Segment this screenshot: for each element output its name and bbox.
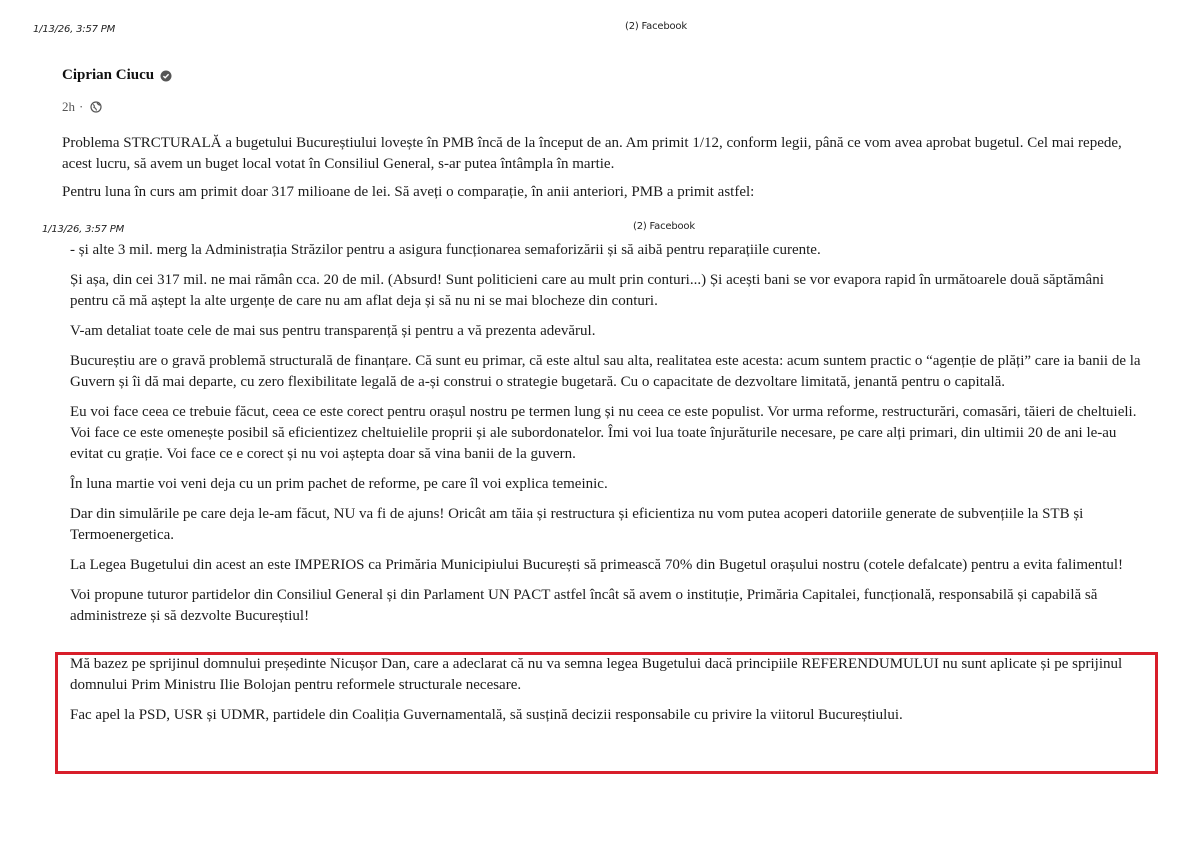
post-author[interactable] xyxy=(62,67,172,84)
post-paragraph: Pentru luna în curs am primit doar 317 milioane de lei. Să aveți o comparație, în anii anteriori, PMB a primit astfel: xyxy=(62,184,755,200)
globe-icon xyxy=(90,101,102,113)
post-paragraph: Voi propune tuturor partidelor din Consiliul General și din Parlament UN PACT astfel încât să avem o instituție, Primăria Capitalei, funcțională, responsabilă și capabilă să administreze și să dezvolte Bucureștiul! xyxy=(70,587,1098,624)
print-header-date: 1/13/26, 3:57 PM xyxy=(42,224,125,235)
post-paragraph: În luna martie voi veni deja cu un prim pachet de reforme, pe care îl voi explica temeinic. xyxy=(70,476,608,492)
highlighted-text xyxy=(70,654,1145,735)
verified-badge-icon xyxy=(160,70,172,82)
post-paragraph: Mă bazez pe sprijinul domnului președinte Nicușor Dan, care a adeclarat că nu va semna legea Bugetului dacă principiile REFERENDUMULUI nu sunt aplicate și pe sprijinul domnului Prim Ministru Ilie Bolojan pentru reformele structurale necesare. xyxy=(70,656,1123,693)
post-paragraph: La Legea Bugetului din acest an este IMPERIOS ca Primăria Municipiului București să primească 70% din Bugetul orașului nostru (cotele defalcate) pentru a evita falimentul! xyxy=(70,557,1124,573)
post-paragraph: Bucureștiu are o gravă problemă structurală de finanțare. Că sunt eu primar, că este altul sau alta, realitatea este acesta: acum suntem practic o “agenție de plăți” care ia banii de la Guvern și îi dă mai departe, cu zero flexibilitate legală de a-și construi o strategie bugetară. Cu o capacitate de dezvoltare limitată, jenantă pentru o capitală. xyxy=(70,353,1141,390)
post-paragraph: - și alte 3 mil. merg la Administrația Străzilor pentru a asigura funcționarea semaforizării și să aibă pentru reparațiile curente. xyxy=(70,242,821,258)
post-time[interactable]: 2h xyxy=(62,99,75,114)
post-paragraph: Problema STRCTURALĂ a bugetului Bucureștiului lovește în PMB încă de la început de an. Am primit 1/12, conform legii, până ce vom avea aprobat bugetul. Cel mai repede, acest lucru, să avem un buget local votat în Consiliul General, s-ar putea întâmpla în martie. xyxy=(62,135,1122,172)
post-paragraph: V-am detaliat toate cele de mai sus pentru transparență și pentru a vă prezenta adevărul. xyxy=(70,323,596,339)
post-meta xyxy=(62,99,102,115)
post-paragraph: Dar din simulările pe care deja le-am făcut, NU va fi de ajuns! Oricât am tăia și restructura și eficientiza nu vom putea acoperi datoriile generate de subvențiile la STB și Termoenergetica. xyxy=(70,506,1084,543)
post-body-continued xyxy=(70,240,1145,636)
post-paragraph: Eu voi face ceea ce trebuie făcut, ceea ce este corect pentru orașul nostru pe termen lung și nu ceea ce este populist. Vor urma reforme, restructurări, comasări, tăieri de cheltuieli. Voi face ce este omenește posibil să eficientizez cheltuielile proprii și ale subordonatelor. Îmi voi lua toate înjurăturile necesare, pe care alți primari, din ultimii 20 de ani le-au evitat cu grație. Voi face ce e corect și nu voi aștepta doar să vina banii de la guvern. xyxy=(70,404,1137,462)
post-paragraph: Și așa, din cei 317 mil. ne mai rămân cca. 20 de mil. (Absurd! Sunt politicieni care au mult prin conturi...) Și acești bani se vor evapora rapid în următoarele două săptămâni pentru că mă aștept la alte urgențe de care nu am aflat deja și să nu ni se mai blocheze din conturi. xyxy=(70,272,1104,309)
author-name[interactable]: Ciprian Ciucu xyxy=(62,67,155,83)
print-header-date: 1/13/26, 3:57 PM xyxy=(33,24,116,35)
meta-separator: · xyxy=(79,99,84,114)
post-paragraph: Fac apel la PSD, USR și UDMR, partidele din Coaliția Guvernamentală, să susțină decizii responsabile cu privire la viitorul Bucureștiului. xyxy=(70,707,903,723)
print-header-title: (2) Facebook xyxy=(625,21,687,32)
print-header-title: (2) Facebook xyxy=(633,221,695,232)
